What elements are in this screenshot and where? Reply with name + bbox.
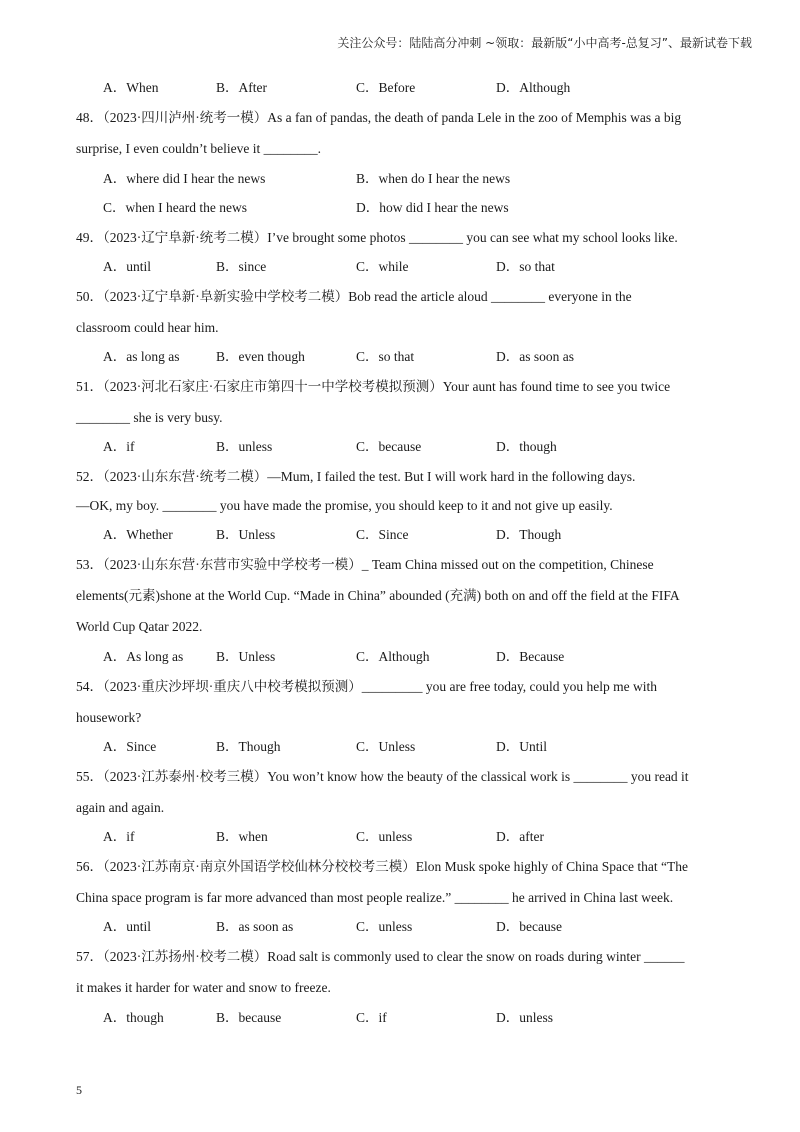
option-b: B．Though (216, 739, 281, 754)
question-54-text-cont: housework? (76, 710, 142, 725)
question-53-text-cont: elements(元素)shone at the World Cup. “Made in China” abounded (充满) both on and off the field at the FIFA (76, 588, 680, 603)
option-b: B．because (216, 1010, 282, 1025)
option-d: D．how did I hear the news (356, 200, 509, 215)
question-56-text: 56．（2023·江苏南京·南京外国语学校仙林分校校考三模）Elon Musk spoke highly of China Space that “The (76, 859, 688, 874)
option-c: C．because (356, 439, 422, 454)
option-d: D．though (496, 439, 557, 454)
option-d: D．unless (496, 1010, 553, 1025)
option-c: C．unless (356, 829, 413, 844)
option-a: A．as long as (103, 349, 180, 364)
option-c: C．Before (356, 80, 416, 95)
question-52-text: 52．（2023·山东东营·统考二模）—Mum, I failed the test. But I will work hard in the following days. (76, 469, 636, 484)
option-d: D．after (496, 829, 544, 844)
question-50-text-cont: classroom could hear him. (76, 320, 219, 335)
option-c: C．when I heard the news (103, 200, 247, 215)
option-d: D．as soon as (496, 349, 574, 364)
option-b: B．After (216, 80, 267, 95)
option-c: C．while (356, 259, 409, 274)
option-a: A．if (103, 829, 135, 844)
question-55-text-cont: again and again. (76, 800, 165, 815)
option-d: D．because (496, 919, 562, 934)
question-49-text: 49．（2023·辽宁阜新·统考二模）I’ve brought some photos ________ you can see what my school looks like. (76, 230, 678, 245)
option-b: B．Unless (216, 527, 276, 542)
option-b: B．unless (216, 439, 273, 454)
question-50-text: 50．（2023·辽宁阜新·阜新实验中学校考二模）Bob read the article aloud ________ everyone in the (76, 289, 632, 304)
option-c: C．Although (356, 649, 430, 664)
question-48-text-cont: surprise, I even couldn’t believe it ________. (76, 141, 321, 156)
option-a: A．until (103, 919, 152, 934)
option-a: A．where did I hear the news (103, 171, 266, 186)
question-51-text-cont: ________ she is very busy. (76, 410, 223, 425)
question-57-text-cont: it makes it harder for water and snow to freeze. (76, 980, 331, 995)
option-a: A．until (103, 259, 152, 274)
option-d: D．Because (496, 649, 565, 664)
option-c: C．if (356, 1010, 387, 1025)
page-number: 5 (76, 1083, 82, 1097)
option-b: B．when do I hear the news (356, 171, 511, 186)
question-53-text-cont: World Cup Qatar 2022. (76, 619, 203, 634)
question-53-text: 53．（2023·山东东营·东营市实验中学校考一模）_ Team China missed out on the competition, Chinese (76, 557, 654, 572)
question-51-text: 51．（2023·河北石家庄·石家庄市第四十一中学校考模拟预测）Your aunt has found time to see you twice (76, 379, 671, 394)
option-d: D．so that (496, 259, 555, 274)
option-b: B．when (216, 829, 268, 844)
option-d: D．Though (496, 527, 562, 542)
question-54-text: 54．（2023·重庆沙坪坝·重庆八中校考模拟预测）_________ you are free today, could you help me with (76, 679, 658, 694)
option-a: A．Since (103, 739, 157, 754)
option-d: D．Until (496, 739, 548, 754)
option-a: A．though (103, 1010, 164, 1025)
question-57-text: 57．（2023·江苏扬州·校考二模）Road salt is commonly used to clear the snow on roads during winter ______ (76, 949, 685, 964)
question-48-text: 48．（2023·四川泸州·统考一模）As a fan of pandas, the death of panda Lele in the zoo of Memphis was a big (76, 110, 682, 125)
option-a: A．Whether (103, 527, 173, 542)
page-header: 关注公众号：陆陆高分冲刺 ~领取：最新版“小中高考-总复习”、最新试卷下载 (337, 36, 752, 50)
option-a: A．When (103, 80, 159, 95)
option-c: C．Since (356, 527, 409, 542)
option-b: B．since (216, 259, 267, 274)
option-b: B．even though (216, 349, 305, 364)
question-55-text: 55．（2023·江苏泰州·校考三模）You won’t know how the beauty of the classical work is ________ you read it (76, 769, 689, 784)
option-c: C．unless (356, 919, 413, 934)
option-c: C．Unless (356, 739, 416, 754)
question-56-text-cont: China space program is far more advanced than most people realize.” ________ he arrived in China last week. (76, 890, 674, 905)
option-d: D．Although (496, 80, 571, 95)
question-52-text-cont: —OK, my boy. ________ you have made the promise, you should keep to it and not give up easily. (76, 498, 613, 513)
option-b: B．Unless (216, 649, 276, 664)
option-b: B．as soon as (216, 919, 294, 934)
option-a: A．As long as (103, 649, 184, 664)
option-c: C．so that (356, 349, 415, 364)
option-a: A．if (103, 439, 135, 454)
